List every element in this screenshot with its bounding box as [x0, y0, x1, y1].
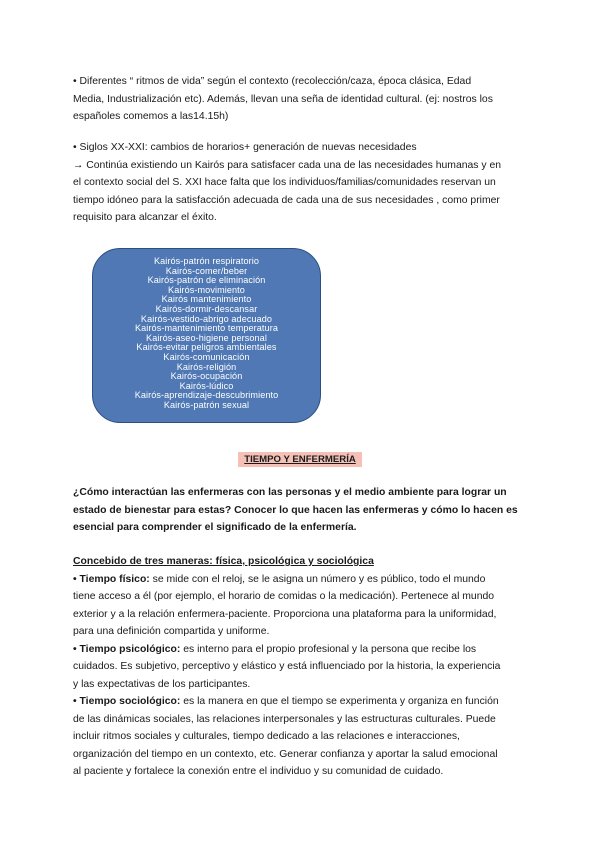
psicologico-first-line — [73, 641, 528, 659]
kairos-item: Kairós-mantenimiento temperatura — [135, 322, 278, 334]
fisico-text: se mide con el reloj, se le asigna un número y es público, todo el mundo — [149, 573, 486, 585]
psicologico-line: cuidados. Es subjetivo, perceptivo y elástico y está influenciado por la historia, la experiencia — [73, 661, 501, 672]
intro-line: Media, Industrialización etc). Además, llevan una seña de identidad cultural. (ej: nostros los — [73, 93, 493, 105]
sociologico-label: • Tiempo sociológico: — [73, 696, 181, 707]
siglos-line: • Siglos XX-XXI: cambios de horarios+ generación de nuevas necesidades — [73, 142, 417, 153]
fisico-label: • Tiempo físico: — [73, 573, 150, 585]
kairos-item: Kairós-evitar peligros ambientales — [136, 341, 277, 353]
question-line: estado de bienestar para estas? Conocer lo que hacen las enfermeras y cómo lo hacen es — [73, 504, 518, 516]
kairos-item: Kairós-lúdico — [179, 379, 234, 391]
question-paragraph — [73, 484, 528, 537]
kairos-item: Kairós mantenimiento — [161, 293, 252, 305]
siglos-bullet — [73, 139, 528, 227]
kairos-item: Kairós-religión — [176, 360, 237, 372]
kairos-item: Kairós-patrón respiratorio — [153, 255, 260, 266]
kairos-item: Kairós-patrón de eliminación — [147, 274, 266, 286]
fisico-line: exterior y a la relación enfermera-paciente. Proporciona una plataforma para la uniformidad, — [73, 608, 497, 620]
sociologico-text: es la manera en que el tiempo se experimenta y organiza en función — [180, 696, 499, 707]
psicologico-label: • Tiempo psicológico: — [73, 643, 181, 655]
kairos-box — [92, 248, 321, 423]
kairos-item: Kairós-movimiento — [168, 283, 245, 295]
siglos-line: el contexto social del S. XXI hace falta que los individuos/familias/comunidades reservan un — [73, 177, 496, 188]
question-line: esencial para comprender el significado de la enfermería. — [73, 522, 357, 533]
intro-bullet — [73, 73, 528, 126]
kairos-item: Kairós-comer/beber — [165, 264, 248, 276]
sociologico-first-line — [73, 693, 528, 711]
psicologico-text: es interno para el propio profesional y la persona que recibe los — [180, 643, 477, 655]
section-heading: TIEMPO Y ENFERMERÍA — [238, 452, 362, 467]
fisico-first-line — [73, 571, 528, 589]
psicologico-line: y las expectativas de los participantes. — [73, 678, 251, 690]
intro-line: españoles comemos a las14.15h) — [73, 111, 229, 122]
kairos-item: Kairós-ocupación — [170, 370, 243, 382]
intro-line: • Diferentes “ ritmos de vida” según el contexto (recolección/caza, época clásica, Edad — [73, 76, 472, 87]
kairos-item: Kairós-aseo-higiene personal — [146, 331, 267, 343]
conceived-section — [73, 553, 528, 781]
sociologico-line: de las dinámicas sociales, las relaciones interpersonales y las estructuras culturales. Puede — [73, 713, 496, 725]
kairos-item: Kairós-patrón sexual — [163, 398, 250, 410]
siglos-line: → Continúa existiendo un Kairós para satisfacer cada una de las necesidades humanas y en — [73, 159, 502, 171]
kairos-item: Kairós-dormir-descansar — [155, 302, 258, 314]
question-line: ¿Cómo interactúan las enfermeras con las personas y el medio ambiente para lograr un — [73, 487, 507, 498]
sociologico-line: incluir ritmos sociales y culturales, tiempo dedicado a las relaciones e interacciones, — [73, 731, 460, 742]
sociologico-line: al paciente y fortalece la conexión entre el individuo y su comunidad de cuidado. — [73, 766, 444, 777]
kairos-item: Kairós-comunicación — [163, 350, 250, 362]
siglos-line: tiempo idóneo para la satisfacción adecuada de cada una de sus necesidades , como primer — [73, 194, 500, 206]
kairos-item: Kairós-vestido-abrigo adecuado — [140, 312, 273, 324]
fisico-line: para una definición compartida y uniforme. — [73, 626, 270, 637]
conceived-title: Concebido de tres maneras: física, psicológica y sociológica — [73, 556, 374, 567]
siglos-line: requisito para alcanzar el éxito. — [73, 212, 217, 223]
sociologico-line: organización del tiempo en un contexto, etc. Generar confianza y aportar la salud emocional — [73, 748, 498, 760]
fisico-line: tiene acceso a él (por ejemplo, el horario de comidas o la medicación). Pertenece al mundo — [73, 591, 495, 602]
kairos-item: Kairós-aprendizaje-descubrimiento — [134, 389, 279, 401]
